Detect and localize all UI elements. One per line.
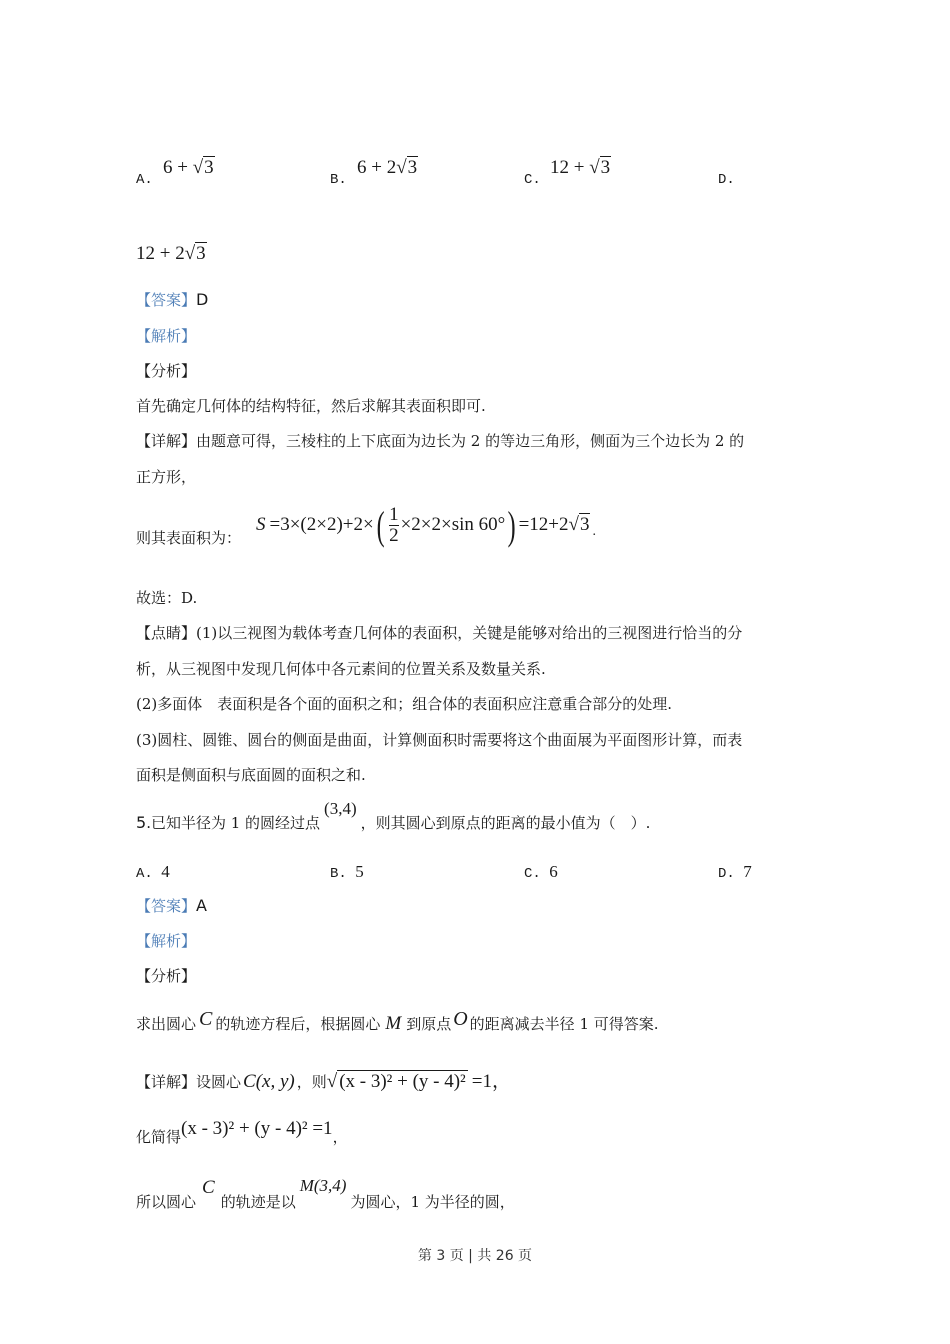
q5-analysis-label: 【解析】 — [136, 932, 197, 950]
text: 为圆心，1 为半径的圆， — [350, 1193, 515, 1211]
option-value: 6 — [549, 862, 558, 881]
formula-part2: ×2×2×sin 60° — [400, 514, 506, 535]
dianjing-text: (1)以三视图为载体考查几何体的表面积，关键是能够对给出的三视图进行恰当的分 — [196, 624, 743, 642]
q5-simplify — [136, 1118, 348, 1147]
q4-dianjing-3a: (3)圆柱、圆锥、圆台的侧面是曲面，计算侧面积时需要将这个曲面展为平面图形计算，而表 — [136, 731, 743, 749]
radicand: (x - 3)² + (y - 4)² — [339, 1071, 466, 1092]
option-value: 7 — [743, 862, 752, 881]
detail-text: 由题意可得，三棱柱的上下底面为边长为 2 的等边三角形，侧面为三个边长为 2 的 — [196, 432, 745, 450]
text: 求出圆心 — [136, 1015, 197, 1033]
right-paren: ) — [507, 502, 516, 548]
detail-label: 【详解】 — [136, 1073, 197, 1091]
left-paren: ( — [376, 502, 385, 548]
answer-label: 【答案】 — [136, 291, 197, 309]
q5-number: 5 — [136, 813, 147, 832]
q4-analysis-label: 【解析】 — [136, 327, 197, 345]
q5-stem-a: .已知半径为 1 的圆经过点 — [146, 814, 321, 832]
var-o: O — [453, 1008, 468, 1030]
formula-end: . — [592, 524, 596, 539]
q4-conclusion: 故选：D. — [136, 589, 198, 607]
sqrt-expression: √ (x - 3)² + (y - 4)² — [326, 1071, 466, 1092]
var-c: C — [202, 1177, 215, 1198]
q4-area-formula — [256, 500, 596, 550]
q5-stem — [136, 799, 651, 833]
option-value: 4 — [161, 862, 170, 881]
q4-option-c-letter: C. — [524, 172, 541, 188]
text: 设圆心 — [196, 1073, 242, 1091]
text: ， — [332, 1128, 348, 1146]
equals-one: =1， — [471, 1071, 511, 1092]
formula-s: S — [256, 514, 266, 535]
option-letter: A. — [136, 866, 153, 882]
circle-equation: (x - 3)² + (y - 4)² =1 — [181, 1118, 333, 1139]
answer-value: A — [196, 896, 207, 915]
q4-answer — [136, 290, 208, 310]
dianjing-label: 【点睛】 — [136, 624, 197, 642]
fraction-half — [389, 505, 399, 546]
q4-option-a-letter: A. — [136, 172, 153, 188]
q5-detail — [136, 1072, 511, 1092]
text: 的轨迹是以 — [220, 1193, 296, 1211]
q4-dianjing-3b: 面积是侧面积与底面圆的面积之和. — [136, 766, 366, 784]
page-footer: 第 3 页 | 共 26 页 — [417, 1248, 533, 1264]
q4-option-c-value: 12 + √3 — [550, 157, 611, 178]
q5-option-d — [718, 862, 752, 882]
q5-option-c — [524, 862, 558, 882]
q5-fenxi-text — [136, 1008, 659, 1034]
formula-result: =12+2 — [518, 514, 569, 535]
q4-dianjing-1b: 析，从三视图中发现几何体中各元素间的位置关系及数量关系. — [136, 660, 546, 678]
text: 化简得 — [136, 1128, 182, 1146]
q4-option-d-value: 12 + 2√3 — [136, 243, 206, 264]
text: ，则 — [296, 1073, 327, 1091]
formula-part1: =3×(2×2)+2× — [269, 514, 374, 535]
text: 所以圆心 — [136, 1193, 197, 1211]
radicand: 3 — [579, 514, 590, 535]
q5-locus — [136, 1176, 515, 1212]
var-c: C — [199, 1008, 213, 1030]
q5-answer — [136, 896, 207, 916]
text: 的轨迹方程后，根据圆心 — [215, 1015, 381, 1033]
q5-fenxi-label: 【分析】 — [136, 967, 197, 985]
q4-option-b-letter: B. — [330, 172, 347, 188]
q4-dianjing-1a — [136, 623, 742, 643]
frac-num: 1 — [389, 503, 399, 525]
q4-fenxi-text: 首先确定几何体的结构特征，然后求解其表面积即可. — [136, 397, 486, 415]
answer-label: 【答案】 — [136, 897, 197, 915]
var-m: M — [385, 1013, 402, 1034]
q4-detail-line2: 正方形， — [136, 468, 197, 486]
q4-option-b-value: 6 + 2√3 — [357, 157, 418, 178]
answer-value: D — [196, 290, 209, 309]
option-letter: D. — [718, 866, 735, 882]
q4-option-a-value: 6 + √3 — [163, 157, 214, 178]
q4-fenxi-label: 【分析】 — [136, 362, 197, 380]
text: 到原点 — [406, 1015, 452, 1033]
option-letter: B. — [330, 866, 347, 882]
frac-den: 2 — [389, 524, 399, 546]
q4-option-d-letter: D. — [718, 172, 735, 188]
q5-point: (3,4) — [324, 799, 357, 818]
q4-dianjing-2: (2)多面体 表面积是各个面的面积之和；组合体的表面积应注意重合部分的处理. — [136, 695, 673, 713]
text: 的距离减去半径 1 可得答案. — [469, 1015, 659, 1033]
q4-detail-line1 — [136, 431, 744, 451]
option-value: 5 — [355, 862, 364, 881]
q5-stem-b: ，则其圆心到原点的距离的最小值为（ ）. — [360, 814, 651, 832]
option-letter: C. — [524, 866, 541, 882]
q4-area-prefix: 则其表面积为： — [136, 529, 242, 547]
point-c: C(x, y) — [243, 1071, 295, 1092]
detail-label: 【详解】 — [136, 432, 197, 450]
q5-option-a — [136, 862, 170, 882]
q5-option-b — [330, 862, 364, 882]
sqrt-3: √3 — [568, 514, 590, 535]
center-m: M(3,4) — [299, 1176, 347, 1195]
